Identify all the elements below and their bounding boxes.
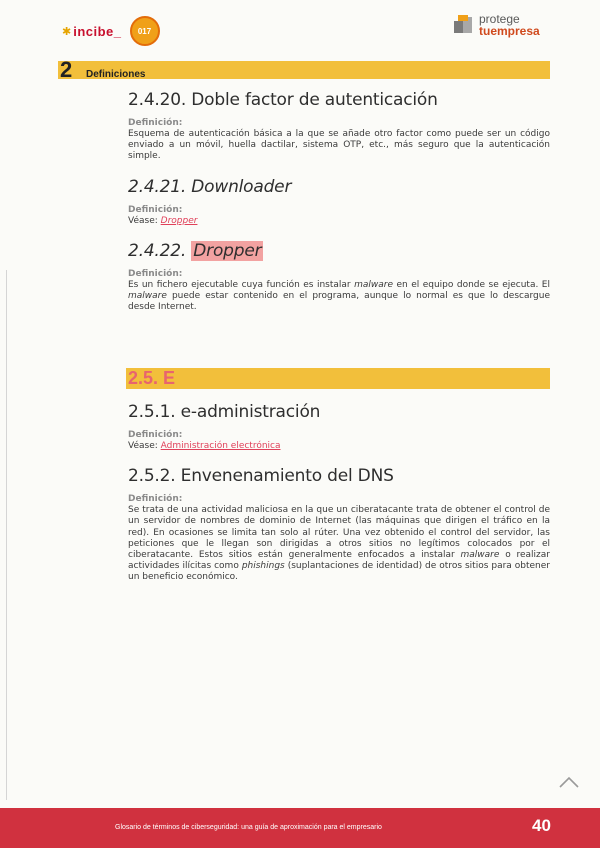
anniversary-badge: 017 [130,16,160,46]
highlighted-term: Dropper [193,240,262,261]
logo-line-1: protege [479,12,520,26]
definition-text: Se trata de una actividad maliciosa en la que un ciberatacante trata de obtener el control de un servidor de nombres de dominio de Internet (las máquinas que dirigen el tráfico en la red). En ocasiones se limita tan solo al rúter. Una vez obtenido el control del servidor, las peticiones que le llegan son dirigidas a otros sitios no legítimos colocados por el ciberatacante. Estos sitios están generalmente enfocados a instalar malware o realizar actividades ilícitas como phishings (suplantaciones de identidad) de otros sitios para obtener un beneficio económico. [128,505,551,583]
cube-logo-icon [454,15,474,37]
incibe-logo [62,16,160,46]
glossary-content-2 [128,402,550,584]
definition-label: Definición: [128,268,183,279]
administracion-electronica-link[interactable]: Administración electrónica [160,441,281,451]
dropper-link[interactable]: Dropper [160,215,198,226]
incibe-wordmark: incibe_ [73,23,122,39]
section-title: 2.5. E [128,368,176,388]
entry-heading-downloader: 2.4.21. Downloader [128,176,292,197]
star-icon: ✱ [62,24,72,38]
see-prefix: Véase: [128,215,161,226]
chapter-number: 2 [60,57,73,82]
entry-heading-envenenamiento-dns: 2.5.2. Envenenamiento del DNS [128,466,394,487]
chevron-up-icon[interactable] [558,772,580,794]
see-prefix: Véase: [128,441,161,451]
chapter-title: Definiciones [86,69,146,80]
definition-text [128,441,550,452]
page-number: 40 [532,816,551,835]
definition-label: Definición: [128,204,183,215]
entry-heading-dropper: 2.4.22. Dropper [128,240,262,261]
definition-label: Definición: [128,118,183,128]
definition-text: Esquema de autenticación básica a la que se añade otro factor como puede ser un código enviado a un móvil, huella dactilar, sistema OTP, etc., más seguro que la autenticación simple. [128,129,550,162]
entry-heading-doble-factor: 2.4.20. Doble factor de autenticación [128,90,438,110]
protege-tu-empresa-logo [454,14,540,37]
definition-text: Es un fichero ejecutable cuya función es instalar malware en el equipo donde se ejecuta. El malware puede estar contenido en el programa, aunque lo normal es que lo descargue desde Internet. [128,279,550,313]
page-header [0,0,600,60]
definition-label: Definición: [128,430,183,440]
logo-line-2: tuempresa [479,24,540,38]
entry-heading-e-administracion: 2.5.1. e-administración [128,402,321,422]
section-band [126,368,550,389]
footer-title: Glosario de términos de ciberseguridad: una guía de aproximación para el empresario [115,824,382,831]
scan-edge-line [6,270,7,800]
definition-label: Definición: [128,494,183,505]
glossary-content [128,90,550,313]
definition-text [128,216,550,227]
